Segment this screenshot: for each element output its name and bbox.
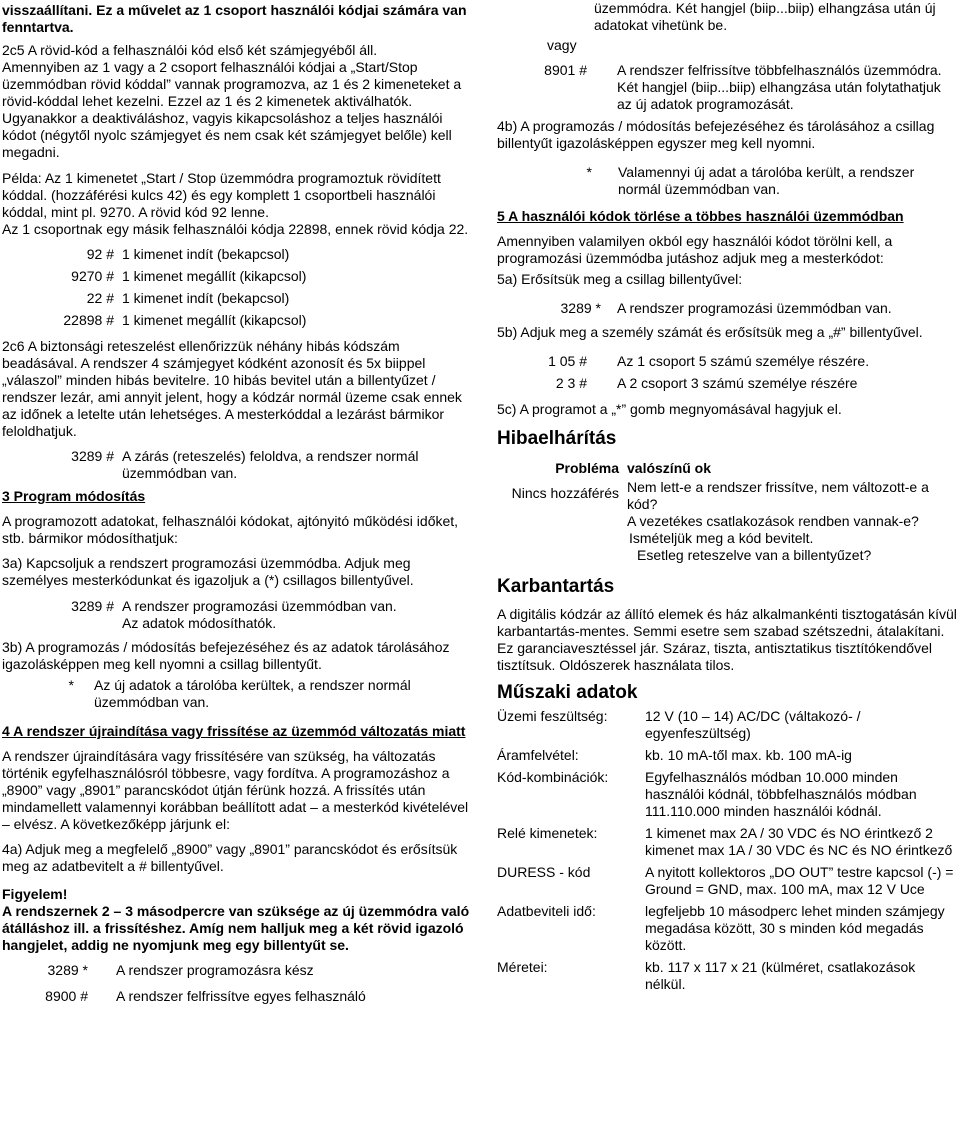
tech-row <box>497 959 957 993</box>
code-key: 3289 * <box>47 962 88 978</box>
code-desc: A rendszer felfrissítve egyes felhasználó <box>116 988 366 1004</box>
code-desc: A 2 csoport 3 számú személye részére <box>617 375 858 391</box>
tech-value: Egyfelhasználós módban 10.000 minden használói kódnál, többfelhasználós módban 111.110.000 minden használói kódnál. <box>645 769 917 819</box>
section-5-intro: Amennyiben valamilyen okból egy használói kódot törölni kell, a programozási üzemmódba jutáshoz adjuk meg a mesterkódot: <box>497 233 893 266</box>
technical-data-table <box>497 708 957 993</box>
intro-paragraph: visszaállítani. Ez a művelet az 1 csoport használói kódjai számára van fenntartva. <box>2 2 467 35</box>
refresh-single-continued: üzemmódra. Két hangjel (biip...biip) elhangzása után új adatokat vihetünk be. <box>594 0 936 33</box>
short-code-row <box>2 268 472 290</box>
section-5-title: 5 A használói kódok törlése a többes használói üzemmódban <box>497 208 904 224</box>
or-label: vagy <box>547 37 577 53</box>
code-key: 3289 * <box>560 300 601 316</box>
code-key: 9270 # <box>71 268 114 284</box>
code-desc: 1 kimenet megállít (kikapcsol) <box>122 312 307 328</box>
tech-label: DURESS - kód <box>497 864 591 880</box>
tech-label: Adatbeviteli idő: <box>497 903 596 919</box>
code-key: 8900 # <box>45 988 88 1004</box>
code-desc: A rendszer programozási üzemmódban van. <box>617 300 892 316</box>
tech-value: legfeljebb 10 másodperc lehet minden számjegy megadása között, 30 s minden kód megadás között. <box>645 903 945 953</box>
section-4-title: 4 A rendszer újraindítása vagy frissítése az üzemmód változatás miatt <box>2 723 466 739</box>
cause-item: Nem lett-e a rendszer frissítve, nem változott-e a kód? <box>627 479 929 512</box>
warning-title: Figyelem! <box>2 886 68 902</box>
cause-header: valószínű ok <box>627 460 712 476</box>
technical-data-title: Műszaki adatok <box>497 682 638 703</box>
code-desc: 1 kimenet indít (bekapcsol) <box>122 246 290 262</box>
short-code-row <box>2 246 472 268</box>
code-key: 22 # <box>86 290 114 306</box>
section-3b-text: 3b) A programozás / módosítás befejezéséhez és az adatok tárolásához igazolásképpen meg kell nyomni a csillag billentyűt. <box>2 639 450 672</box>
refresh-multi-command <box>497 62 957 113</box>
code-key: * <box>68 677 74 693</box>
code-key: 92 # <box>86 246 114 262</box>
programming-command <box>2 598 472 632</box>
section-5c-text: 5c) A programot a „*” gomb megnyomásával hagyjuk el. <box>497 401 842 417</box>
warning-text: A rendszernek 2 – 3 másodpercre van szüksége az új üzemmódra való átálláshoz ill. a frissítéshez. Amíg nem halljuk meg a két rövid igazoló hangjelet, addig ne nyomjunk meg egy billentyűt se. <box>2 903 470 953</box>
example-paragraph-2: Az 1 csoportnak egy másik felhasználói kódja 22898, ennek rövid kódja 22. <box>2 221 469 237</box>
tech-label: Üzemi feszültség: <box>497 708 608 724</box>
section-4b-text: 4b) A programozás / módosítás befejezéséhez és tárolásához a csillag billentyűt igazolásképpen egyszer meg kell nyomni. <box>497 118 935 151</box>
example-paragraph: Példa: Az 1 kimenetet „Start / Stop üzemmódra programoztuk rövidített kóddal. (hozzáférési kulcs 42) és egy komplett 1 csoportbeli használói kóddal, mint pl. 9270. A rövid kód 92 lenne. <box>2 170 441 220</box>
short-code-row <box>2 312 472 334</box>
cause-item: Ismételjük meg a kód bevitelt. <box>629 530 814 546</box>
code-desc: Az új adatok a tárolóba kerültek, a rendszer normál üzemmódban van. <box>94 677 411 710</box>
troubleshooting-table <box>497 460 957 564</box>
code-key: 1 05 # <box>548 353 587 369</box>
troubleshooting-title: Hibaelhárítás <box>497 428 617 449</box>
store-command <box>2 677 472 711</box>
problem-cell: Nincs hozzáférés <box>511 485 619 501</box>
code-desc: 1 kimenet indít (bekapcsol) <box>122 290 290 306</box>
delete-person-row <box>497 353 957 375</box>
maintenance-text: A digitális kódzár az állító elemek és ház alkalmankénti tisztogatásán kívül karbantartás-mentes. Semmi esetre sem szabad szétszedni, átalakítani. Ez garanciavesztéssel jár. Száraz, tiszta, antisztatikus tisztítókendővel tisztítsuk. Oldószerek használata tilos. <box>497 606 957 673</box>
unlock-command <box>2 448 472 482</box>
code-desc: A zárás (reteszelés) feloldva, a rendszer normál üzemmódban van. <box>122 448 419 481</box>
tech-value: 12 V (10 – 14) AC/DC (váltakozó- / egyenfeszültség) <box>645 708 861 741</box>
section-2c6-text: 2c6 A biztonsági reteszelést ellenőrizzük néhány hibás kódszám beadásával. A rendszer 4 számjegyet kódként azonosít és 5x biippel „válaszol” minden hibás bevitelre. 10 hibás bevitel után a billentyűzet / rendszer lezár, ami annyit jelent, hogy a kódzár normál üzeme csak ennek az időnek a letelte után lehetséges. A mesterkóddal a lezárást bármikor feloldhatjuk. <box>2 338 462 439</box>
section-2c5-text: Amennyiben az 1 vagy a 2 csoport felhasználói kódjai a „Start/Stop üzemmódban rövid kóddal” vannak programozva, az 1 és 2 kimeneteket a rövid-kóddal lehet kezelni. Ezzel az 1 és 2 kimenetek aktiválhatók. Ugyanakkor a deaktiváláshoz, vagyis kikapcsoláshoz a teljes használói kódot (négytől nyolc számjegyet és nem csak két számjegyet belőle) kell megadni. <box>2 59 462 160</box>
code-key: 3289 # <box>71 598 114 614</box>
troubleshooting-header <box>497 460 957 477</box>
section-5b-text: 5b) Adjuk meg a személy számát és erősítsük meg a „#” billentyűvel. <box>497 324 923 340</box>
tech-row <box>497 864 957 898</box>
maintenance-title: Karbantartás <box>497 576 615 597</box>
code-desc: Az adatok módosíthatók. <box>122 615 277 631</box>
left-column <box>2 0 472 1005</box>
cause-item: Esetleg reteszelve van a billentyűzet? <box>637 547 872 563</box>
right-column <box>497 0 957 993</box>
section-4-intro: A rendszer újraindítására vagy frissítésére van szükség, ha változatás történik egyfelhasználósról többesre, vagy fordítva. A programozáshoz a „8900” vagy „8901” parancskódot útján férünk hozzá. A frissítés után mindamellett valamennyi korábban beállított adat – a mesterkód kivételével – elvész. A következőképp járjunk el: <box>2 748 469 832</box>
tech-label: Kód-kombinációk: <box>497 769 609 785</box>
code-key: 8901 # <box>544 62 587 78</box>
troubleshooting-row <box>497 479 957 564</box>
section-2c5-heading: 2c5 A rövid-kód a felhasználói kód első két számjegyéből áll. <box>2 42 378 58</box>
tech-value: kb. 117 x 117 x 21 (külméret, csatlakozások nélkül. <box>645 959 916 992</box>
code-desc: A rendszer programozásra kész <box>116 962 314 978</box>
code-desc: A rendszer programozási üzemmódban van. <box>122 598 397 614</box>
tech-row <box>497 825 957 859</box>
tech-label: Áramfelvétel: <box>497 747 579 763</box>
tech-row <box>497 769 957 820</box>
code-key: 22898 # <box>63 312 114 328</box>
code-desc: Az 1 csoport 5 számú személye részére. <box>617 353 870 369</box>
tech-row <box>497 903 957 954</box>
section-3a-text: 3a) Kapcsoljuk a rendszert programozási üzemmódba. Adjuk meg személyes mesterkódunkat és igazoljuk a (*) csillagos billentyűvel. <box>2 555 414 588</box>
short-code-list <box>2 246 472 334</box>
cause-item: A vezetékes csatlakozások rendben vannak-e? <box>627 513 919 529</box>
section-4a-text: 4a) Adjuk meg a megfelelő „8900” vagy „8901” parancskódot és erősítsük meg az adatbevitelt a # billentyűvel. <box>2 841 458 874</box>
code-key: * <box>586 164 592 180</box>
code-desc: Valamennyi új adat a tárolóba került, a rendszer normál üzemmódban van. <box>618 164 915 197</box>
code-desc: A rendszer felfrissítve többfelhasználós üzemmódra. Két hangjel (biip...biip) elhangzása után folytathatjuk az új adatok programozását. <box>617 62 942 112</box>
section-3-intro: A programozott adatokat, felhasználói kódokat, ajtónyitó működési időket, stb. bármikor módosíthatjuk: <box>2 513 459 546</box>
code-key: 3289 # <box>71 448 114 464</box>
tech-value: A nyitott kollektoros „DO OUT” testre kapcsol (-) = Ground = GND, max. 100 mA, max 12 V Uce <box>645 864 954 897</box>
short-code-row <box>2 290 472 312</box>
tech-value: 1 kimenet max 2A / 30 VDC és NO érintkező 2 kimenet max 1A / 30 VDC és NC és NO érintkező <box>645 825 953 858</box>
tech-label: Relé kimenetek: <box>497 825 598 841</box>
tech-row <box>497 747 957 764</box>
tech-value: kb. 10 mA-től max. kb. 100 mA-ig <box>645 747 852 763</box>
delete-mode-command <box>497 300 957 317</box>
code-desc: 1 kimenet megállít (kikapcsol) <box>122 268 307 284</box>
store-all-command <box>497 164 957 198</box>
ready-command <box>2 962 472 984</box>
tech-row <box>497 708 957 742</box>
refresh-single-command <box>2 988 472 1005</box>
code-key: 2 3 # <box>555 375 587 391</box>
section-5a-text: 5a) Erősítsük meg a csillag billentyűvel: <box>497 271 743 287</box>
section-3-title: 3 Program módosítás <box>2 488 146 504</box>
problem-header: Probléma <box>555 460 619 476</box>
delete-person-row <box>497 375 957 397</box>
tech-label: Méretei: <box>497 959 548 975</box>
